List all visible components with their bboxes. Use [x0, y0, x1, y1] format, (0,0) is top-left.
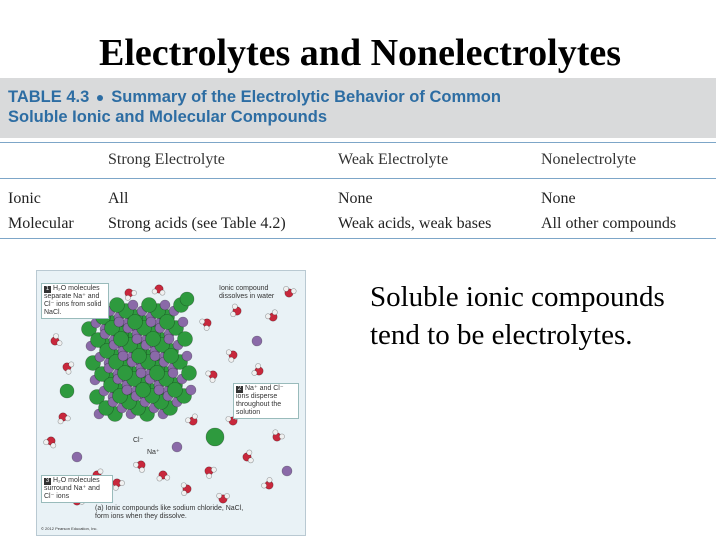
water-hydrogen-atom: [192, 414, 197, 419]
table-rule-top: [0, 142, 716, 143]
water-hydrogen-atom: [157, 476, 162, 481]
water-hydrogen-atom: [256, 363, 261, 368]
water-hydrogen-atom: [226, 350, 231, 355]
water-hydrogen-atom: [207, 473, 212, 478]
figure-label-3: 2 Na⁺ and Cl⁻ ions disperse throughout the solution: [233, 383, 299, 419]
water-hydrogen-atom: [229, 357, 234, 362]
chloride-ion: [206, 428, 224, 446]
figure-label-2: Ionic compound dissolves in water: [219, 285, 275, 300]
table-caption-line-1: [8, 88, 501, 107]
step-3-marker: 3: [45, 478, 50, 484]
water-hydrogen-atom: [226, 416, 231, 421]
water-hydrogen-atom: [181, 483, 186, 488]
chloride-ion: [146, 332, 161, 347]
water-hydrogen-atom: [160, 290, 165, 295]
water-hydrogen-atom: [252, 370, 257, 375]
water-hydrogen-atom: [291, 289, 296, 294]
dissolution-figure: [36, 270, 306, 536]
water-hydrogen-atom: [265, 314, 270, 319]
water-hydrogen-atom: [210, 377, 215, 382]
slide-title: Electrolytes and Nonelectrolytes: [98, 32, 622, 74]
water-hydrogen-atom: [181, 490, 186, 495]
water-hydrogen-atom: [65, 416, 70, 421]
sodium-ion: [146, 317, 156, 327]
water-hydrogen-atom: [133, 462, 138, 467]
cell-ionic-strong: All: [108, 190, 129, 207]
sodium-ion: [118, 351, 128, 361]
column-header-strong: Strong Electrolyte: [108, 151, 225, 168]
sodium-ion: [282, 466, 292, 476]
chloride-ion: [118, 366, 133, 381]
chloride-ion: [182, 366, 197, 381]
table-rule-header: [0, 178, 716, 179]
water-hydrogen-atom: [279, 434, 284, 439]
sodium-ion: [122, 385, 132, 395]
figure-label-1: 1 H₂O molecules separate Na⁺ and Cl⁻ ions from solid NaCl.: [41, 283, 109, 319]
water-hydrogen-atom: [125, 295, 130, 300]
figure-label-4: 3 H₂O molecules surround Na⁺ and Cl⁻ ions: [41, 475, 113, 503]
water-hydrogen-atom: [66, 369, 71, 374]
chloride-ion-label: Cl⁻: [133, 437, 144, 444]
table-caption-line-2: Soluble Ionic and Molecular Compounds: [8, 108, 328, 126]
side-text: Soluble ionic compounds tend to be electrolytes.: [370, 281, 665, 351]
step-1-marker: 1: [45, 286, 50, 292]
water-hydrogen-atom: [152, 289, 157, 294]
sodium-ion: [128, 300, 138, 310]
cell-molecular-non: All other compounds: [541, 215, 677, 232]
water-hydrogen-atom: [211, 467, 216, 472]
water-hydrogen-atom: [57, 341, 62, 346]
water-hydrogen-atom: [224, 493, 229, 498]
sodium-ion-label: Na⁺: [147, 449, 160, 456]
sodium-ion: [160, 300, 170, 310]
chloride-ion: [114, 332, 129, 347]
sodium-ion: [178, 317, 188, 327]
water-hydrogen-atom: [273, 430, 278, 435]
sodium-ion: [154, 385, 164, 395]
sodium-ion: [150, 351, 160, 361]
water-hydrogen-atom: [69, 362, 74, 367]
row-header-molecular: Molecular: [8, 215, 74, 232]
chloride-ion: [168, 383, 183, 398]
chloride-ion: [160, 315, 175, 330]
column-header-non: Nonelectrolyte: [541, 151, 637, 168]
water-hydrogen-atom: [284, 286, 289, 291]
column-header-weak: Weak Electrolyte: [338, 151, 449, 168]
water-hydrogen-atom: [98, 469, 103, 474]
table-rule-bottom: [0, 238, 716, 239]
water-hydrogen-atom: [248, 458, 253, 463]
water-hydrogen-atom: [217, 493, 222, 498]
water-hydrogen-atom: [232, 304, 237, 309]
chloride-ion: [128, 315, 143, 330]
water-hydrogen-atom: [51, 443, 56, 448]
water-hydrogen-atom: [165, 475, 170, 480]
water-hydrogen-atom: [185, 418, 190, 423]
chloride-ion: [142, 298, 157, 313]
water-hydrogen-atom: [131, 290, 136, 295]
sodium-ion: [132, 334, 142, 344]
chloride-ion: [164, 349, 179, 364]
water-hydrogen-atom: [119, 480, 124, 485]
bullet-icon: [97, 95, 103, 101]
cell-molecular-weak: Weak acids, weak bases: [338, 215, 492, 232]
sodium-ion: [252, 336, 262, 346]
water-hydrogen-atom: [272, 310, 277, 315]
water-hydrogen-atom: [204, 325, 209, 330]
sodium-ion: [136, 368, 146, 378]
water-hydrogen-atom: [44, 440, 49, 445]
cell-ionic-weak: None: [338, 190, 373, 207]
figure-caption: (a) Ionic compounds like sodium chloride, NaCl, form ions when they dissolve.: [95, 505, 244, 520]
cell-molecular-strong: Strong acids (see Table 4.2): [108, 215, 286, 232]
chloride-ion: [60, 384, 74, 398]
water-hydrogen-atom: [267, 477, 272, 482]
water-hydrogen-atom: [261, 483, 266, 488]
table-caption-title: Summary of the Electrolytic Behavior of Common: [111, 88, 501, 106]
sodium-ion: [168, 368, 178, 378]
chloride-ion: [132, 349, 147, 364]
water-hydrogen-atom: [58, 419, 63, 424]
water-hydrogen-atom: [231, 312, 236, 317]
sodium-ion: [114, 317, 124, 327]
water-hydrogen-atom: [200, 319, 205, 324]
row-header-ionic: Ionic: [8, 190, 41, 207]
step-2-marker: 2: [237, 386, 242, 392]
figure-credit: © 2012 Pearson Education, Inc.: [41, 526, 98, 531]
chloride-ion: [110, 298, 125, 313]
water-hydrogen-atom: [247, 450, 252, 455]
chloride-ion: [136, 383, 151, 398]
table-number: TABLE 4.3: [8, 88, 90, 106]
chloride-ion: [150, 366, 165, 381]
water-hydrogen-atom: [53, 334, 58, 339]
water-hydrogen-atom: [113, 485, 118, 490]
water-hydrogen-atom: [139, 467, 144, 472]
cell-ionic-non: None: [541, 190, 576, 207]
sodium-ion: [164, 334, 174, 344]
chloride-ion: [178, 332, 193, 347]
sodium-ion: [172, 442, 182, 452]
sodium-ion: [186, 385, 196, 395]
chloride-ion: [180, 292, 194, 306]
water-hydrogen-atom: [206, 371, 211, 376]
sodium-ion: [182, 351, 192, 361]
sodium-ion: [72, 452, 82, 462]
